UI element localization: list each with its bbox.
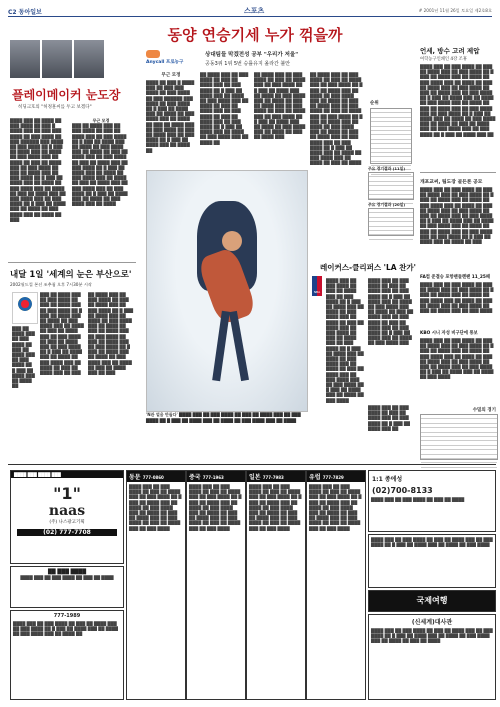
- ad-phone: (02) 777-7708: [17, 529, 117, 536]
- results-table-title-2: 주요 경기결과 (20일): [368, 202, 406, 207]
- issue-date: # 2001년 11월 26일 토요일 제2호8호: [418, 8, 492, 13]
- page-number: C2 동아일보: [8, 9, 42, 16]
- ad-right-label: 1:1 종에성: [372, 476, 403, 483]
- results-table-1: [368, 172, 414, 200]
- worldcup-body-2: ██ ████ ███ ██ ███ ████ ██ ███ ██ ████ ███ ██ ███ ████ ██ █ ███ ██ ████ ███ ██ ████ ██ ███ ████ ███ ██ ████ ██ ███ ██ ████ ███ ██ ███ ████ ██ ███ ██ ████ ███ ██ ███ ████ ██ █ ███ ██ ████ ███ ██ ████ ██ ███ ████ ███ ██ ████ ██ ███ ██ ████ ███ ██ ███: [88, 292, 134, 376]
- main-deck-2: 공동3위 1위 5번 승률유지 올라간 불안: [205, 61, 291, 67]
- nba-body-col2: ████ ███ ██ ███ ████ ██ ███ ██ ████ ███ ██ ███ ████ ██ █ ███ ██ ████ ███ ██ ████ ██ ███ ████ ███ ██ ████ ██ ███ ██ ████ ███ ██ ███ ████ ██ ███ ██ ████ ███ ██ ███ ████ ██ █ ███ ██ ████ ███ ██ ████ ██ ███ ████ ███: [368, 278, 414, 346]
- ad-brand: naas: [48, 503, 86, 519]
- ad-right-banner: [368, 590, 496, 612]
- worldcup-body-3: ███ ██ ████ ███ ██ ███ ████ ██ ███ ██ ████ ███ ██ ███ ████ ██ █ ███ ██ ████ ███ ██ ████ ██: [12, 326, 35, 389]
- figure-skating-photo: [146, 170, 308, 412]
- left-subtitle: 히딩크호의 "허정훈씨를 두고 보겠다": [18, 105, 92, 110]
- left-article-body: ████ ███ ██ ████ ██ ███ ████ ██ ███ █ ████ ███ ██ ███ ███ ████ ██ ███ ████ ██ ███ ██████ ███ ████ ██ ███ ████ ██ █ ███ ██ ████ ███ ██ ████ ██ ███ ████ ███ ██ ████ ██ ███ ██ ████ ███ ██ ███ ████ ██ ███ ██ ████ ███ ██ ███ ████ ██ █ ███ ██ ████ ███ ██ ████ ██ ███ ████ ███ ██ ████ ██ ███ ██ ████ ███ ██ ███ ████ ███ ██ ███ ████ ██ █ ███ ██ ████ ███ ██ ████ ██ ███ ████ ███ ██ ████ ██ ███: [10, 118, 66, 222]
- worldcup-subtitle: 2002월드컵 본선 조추첨 오후 7시30분 시작: [10, 282, 92, 287]
- ad-column-2: 중국 777-1963 ████ ███ ██ ███ ████ ██ ███ ██ ████ ███ ██ ███ ████ ██ █ ███ ██ ████ ███ ██ ████ ██ ███ ████ ███ ██ ████ ██ ███ ██ ████ ███ ██ ███ ████ ██ ███ ██ ████ ███ ██ ███ ████: [186, 470, 246, 700]
- nba-logo-icon: NBA: [312, 276, 322, 296]
- divider: [420, 172, 496, 173]
- right-mid-body: ████ ███ ██ ███ ████ ██ ███ ██ ████ ███ ██ ███ ████ ██ █ ███ ██ ████ ███ ██ ████ ██ ███ ████ ███ ██ ████ ██ ███ ██ ████ ███ ██ ███ ████ ██ ███ ██ ████ ███ ██ ███ ████ ██ █ ███ ██ ████ ███ ██ ████ ██ ███ ████ ███ ██ ████ ██ ███ ██ ████ ███ ██ ███ ████ ███ ██ ███ ████ ██ █ ███ ██ ████ ███ ██ ████ ██ ███: [420, 187, 494, 245]
- ad-right-1: 1:1 종에성 (02)700-8133 ████ ███ ██ ███ ████ ██ ███ ██ ████: [368, 470, 496, 532]
- ad-column-4: 유럽 777-7829 ████ ███ ██ ███ ████ ██ ███ ██ ████ ███ ██ ███ ████ ██ █ ███ ██ ████ ███ ██ ████ ██ ███ ████ ███ ██ ████ ██ ███ ██ ████ ███ ██ ███ ████ ██ ███ ██ ████ ███ ██ ███ ████: [306, 470, 366, 700]
- ad-left-mid: ██ ███ ████ ████ ███ ██ ███ ████ ██ ███ ██ ████: [10, 566, 124, 608]
- divider: [8, 262, 136, 263]
- ad-footer-phone: 777-1989: [53, 613, 81, 619]
- standings-table: [370, 108, 412, 164]
- main-byline: 무근 모정: [161, 73, 181, 78]
- portrait-photo-1: [10, 40, 40, 78]
- ad-banner2-text: (신세계)대사관: [411, 619, 453, 626]
- right-mid2-title: FA컵 준결승 포항팬들렌팬 11_25패: [420, 275, 491, 280]
- right-mid-title: 개포교씨, 팀도장 골든론 공모: [420, 180, 483, 185]
- results-table-title-1: 주요 경기결과 (11일): [368, 166, 406, 171]
- ad-divider: [8, 464, 496, 465]
- right-top-title: 언세, 방수 고려 제압: [420, 47, 480, 55]
- worldcup-title: 내달 1일 '세계의 눈은 부산으로': [10, 270, 132, 280]
- ad-right-3: (신세계)대사관 ████ ███ ██ ███ ████ ██ ███ ██ ████ ███ ██ ███ ████ ██ █ ███ ██ ████ ███ ██ ████ ██ ███ ████ ███ ██ ████ ██ ███ ██ ████: [368, 614, 496, 700]
- nba-body-col1: ████ ███ ██ ███ ████ ██ ███ ██ ████ ███ ██ ███ ████ ██ █ ███ ██ ████ ███ ██ ████ ██ ███ ████ ███ ██ ████ ██ ███ ██ ████ ███ ██ ███ ████ ██ ███ ██ ████ ███ ██ ███ ████ ██ █ ███ ██ ████ ███ ██ ████ ██ ███ ████ ███ ██ ████ ██ ███ ██ ████ ███ ██ ███ ████ ███ ██ ███ ████ ██ █ ███ ██ ████ ███ ██ ████ ██ ███ ████: [326, 278, 364, 403]
- worldcup-emblem-icon: [12, 292, 38, 324]
- schedule-table: [420, 414, 498, 460]
- standings-title: 순위: [370, 101, 379, 106]
- left-section-title: 플레이메이커 눈도장: [12, 88, 121, 102]
- main-headline: 동양 연승기세 누가 꺾을까: [167, 26, 343, 44]
- ad-right-phone: (02)700-8133: [372, 486, 433, 495]
- ad-column-3: 일본 777-7983 ████ ███ ██ ███ ████ ██ ███ ██ ████ ███ ██ ███ ████ ██ █ ███ ██ ████ ███ ██ ████ ██ ███ ████ ███ ██ ████ ██ ███ ██ ████ ███ ██ ███ ████ ██ ███ ██ ████ ███ ██ ███ ████: [246, 470, 306, 700]
- portrait-photo-3: [74, 40, 104, 78]
- portrait-photo-2: [42, 40, 72, 78]
- ad-left-big: ████ ███ ████ ███ "1" naas (주) 나스광고기획 (02) 777-7708: [10, 470, 124, 564]
- main-body-col3: ██ ████ ███ ██ ███ ████ ██ ███ ██ ████ ███ ██ ███ ████ ██ █ ███ ██ ████ ███ ██ ████ ██ ███ ████ ███ ██ ████ ██ ███ ██ ████ ███ ██ ███ ████ ██ ███ ██ ████ ███ ██ ███ ████ ██ █ ███ ██ ████ ███ ██ ████ ██ ███ ████ ███ ██ ████ ██ ███ ██ ████ ███: [254, 72, 306, 140]
- ad-left-low: 777-1989 ████ ███ ██ ███ ████ ██ ███ ██ ████ ███ ██ ███ ████ ██ █ ███ ██ ████ ███ ██ ████ ██ ███ ████ ███ ██ ████ ██: [10, 610, 124, 700]
- left-article-body-2: 무근 모경 ███ ██ ████ ███ ██ ███ ████ ██ ███ ██ ████ ███ ██ ███ ████ ██ █ ███ ██ ████ ███ ██ ████ ██ ███ ████ ███ ██ ████ ██ ███ ██ ████ ███ ██ ███ ████ ██ ███ ██ ████ ███ ██ ███ ████ ██ █ ███ ██ ████ ███ ██ ████ ██ ███ ████ ███ ██ ████ ██ ███ ██ ████ ███ ██ ███ ████ ███ ██ ███ ████ ██ █ ███ ██ ████ ███ ██ ████ ██ ███ ████ ███ ██ ████: [72, 118, 130, 258]
- ad-right-2: ████ ███ ██ ███ ████ ██ ███ ██ ████ ███ ██ ███ ████ ██ █ ███ ██ ████ ███ ██ ████ ██ ███ ████: [368, 534, 496, 588]
- section-name: 스포츠: [244, 7, 265, 15]
- right-mid2-body: ████ ███ ██ ███ ████ ██ ███ ██ ████ ███ ██ ███ ████ ██ █ ███ ██ ████ ███ ██ ████ ██ ███ ████ ███ ██ ████ ██ ███ ██ ████ ███ ██ ███ ████ ██ ███ ██ ████ ███ ██ ███ ████: [420, 282, 494, 314]
- sponsor-logo: Anycall 프로농구: [146, 50, 196, 66]
- ad-column-1: 동문 777-0860 ████ ███ ██ ███ ████ ██ ███ ██ ████ ███ ██ ███ ████ ██ █ ███ ██ ████ ███ ██ ████ ██ ███ ████ ███ ██ ████ ██ ███ ██ ████ ███ ██ ███ ████ ██ ███ ██ ████ ███ ██ ███ ████: [126, 470, 186, 700]
- right-bottom-title: 수밀의 경기: [472, 408, 496, 413]
- worldcup-body-1: ███ ██ ████ ███ ██ ███ ████ ██ ███ ██ ████ ███ ██ ███ ████ ██ █ ███ ██ ████ ███ ██ ████ ██ ███ ████ ███ ██ ████ ██ ███ ██ ████ ███ ██ ███ ████ ██ ███ ██ ████ ███ ██ ███ ████ ██ █ ███ ██ ████ ███ ██ ████ ██ ███ ████ ███ ██ ████ ██ ███ ██ ████ ███ ██ ███: [40, 292, 84, 376]
- page-header: [8, 6, 492, 17]
- main-deck-1: 상대팀들 막겠전성 공부 "우리가 저울": [205, 52, 299, 58]
- photo-caption: 'N관 얼음 만들다' ████ ███ ██ ███ ████ ██ ███ ██ ████ ███ ██ ███ ████ ██ █ ███ ██ ████ ███ ██ ████ ██ ███ ████ ███ ██ ████: [146, 412, 301, 423]
- nba-body-col3: ████ ███ ██ ███ ████ ██ ███ ██ ████ ███ ██ ███ ████ ██ █ ███ ██ ████ ███ ██: [368, 405, 410, 431]
- nba-headline: 레이커스-클리퍼스 'LA 찬가': [320, 263, 416, 272]
- results-table-2: [368, 208, 414, 236]
- main-body-col1: ████ ██ ███ █ ████ ███ ██ ███ ███ ████ ██ ███ ████ ██ ███ ██████ ███ ████ ██ ███ ████ ██ █ ███ ██ ████ ███ ██ ████ ██ ███ ████ ███ ██ ████ ██ ███ ██ ████ ███ ██ ███ ████ ██ ███ ██ ████ ███ ██ ███ ████ ██ █ ███ ██ ████ ███ ██ ████ ██: [146, 80, 195, 153]
- ad-brand-sub: (주) 나스광고기획: [49, 520, 85, 525]
- main-body-col2: ██ ████ ███ ██ ███ ████ ██ ███ ██ ████ ███ ██ ███ ████ ██ █ ███ ██ ████ ███ ██ ████ ██ ███ ████ ███ ██ ████ ██ ███ ██ ████ ███ ██ ███ ████ ██ ███ ██ ████ ███ ██ ███ ████ ██ █ ███ ██ ████ ███ ██ ████ ██ ███ ████ ███ ██ ████ ██: [200, 72, 249, 145]
- right-top-body: ████ ███ ██ ███ ████ ██ ███ ██ ████ ███ ██ ███ ████ ██ █ ███ ██ ████ ███ ██ ████ ██ ███ ████ ███ ██ ████ ██ ███ ██ ████ ███ ██ ███ ████ ██ ███ ██ ████ ███ ██ ███ ████ ██ █ ███ ██ ████ ███ ██ ████ ██ ███ ████ ███ ██ ████ ██ ███ ██ ████ ███ ██ ███ ████ ███ ██ ███ ████ ██ █ ███ ██ ████ ███ ██ ████ ██ ███ ████ ███ ██ ████ ██ ███ ██ ████ ███ ██ ███ ████ ███ ██ ███ ████ ██ █ ███ ██ ████ ███ ██: [420, 64, 496, 137]
- right-top-subtitle: 여학농구인쇄인 4강 조휴: [420, 57, 467, 62]
- right-mid3-body: ████ ███ ██ ███ ████ ██ ███ ██ ████ ███ ██ ███ ████ ██ █ ███ ██ ████ ███ ██ ████ ██ ███ ████ ███ ██ ████ ██ ███ ██ ████ ███ ██ ███ ████ ██ ███ ██ ████ ███ ██ ███ ████ ██ █ ███ ██ ████ ███ ██ ████ ██ ███ ████: [420, 338, 494, 380]
- article-byline: 무근 모경: [92, 118, 110, 123]
- main-body-col4: ██ ████ ███ ██ ███ ████ ██ ███ ██ ████ ███ ██ ███ ████ ██ █ ███ ██ ████ ███ ██ ████ ██ ███ ████ ███ ██ ████ ██ ███ ██ ████ ███ ██ ███ ████ ██ ███ ██ ████ ███ ██ ███ ████ ██ █ ███ ██ ████ ███ ██ ████ ██ ███ ████ ███ ██ ████ ██ ███ ██ ████ ███ ██ ███ ████ ███ ██ ███ ████ ██ █ ███ ██ ████ ███ ██ ████ ██ ███ ████ ███ ██ ████ ██ ███ ██ ████: [310, 72, 363, 166]
- right-mid3-title: KBO 시니 자성 비구단에 통보: [420, 331, 478, 336]
- ad-banner-text: 국제여행: [416, 596, 448, 605]
